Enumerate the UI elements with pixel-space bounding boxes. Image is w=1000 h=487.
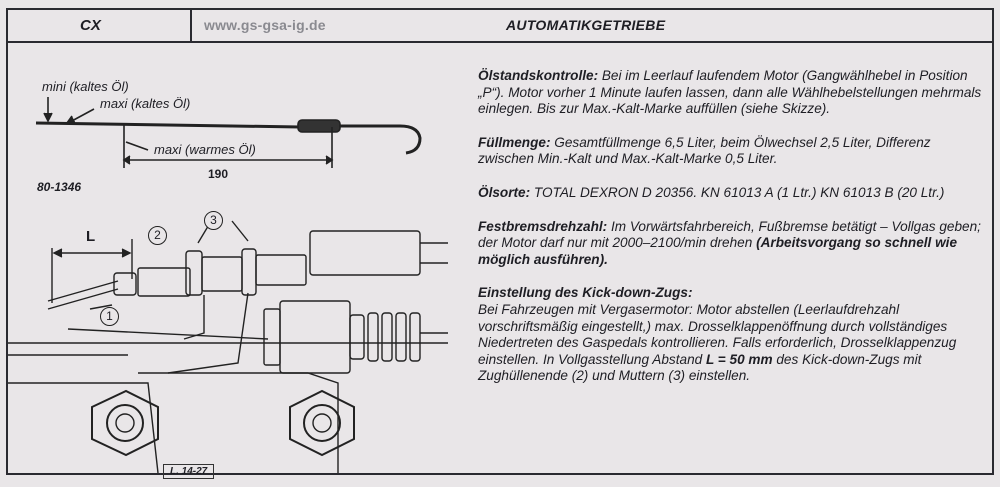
technical-diagram [8,43,448,475]
label-maxi-warm: maxi (warmes Öl) [154,142,256,157]
paragraph-kickdown [478,285,984,385]
body-stall-speed: Im Vorwärtsfahrbereich, Fußbremse betätigt – Vollgas geben; der Motor darf nur mit 2000–2100/min drehen [478,218,981,251]
paragraph-stall-speed [478,219,984,269]
body-kickdown-b: des Kick-down-Zugs mit Zughüllenende (2) und Muttern (3) einstellen. [478,351,922,384]
callout-1: 1 [100,307,119,326]
heading-oil-level: Ölstandskontrolle: [478,68,599,83]
website-url[interactable]: www.gs-gsa-ig.de [204,17,326,33]
kickdown-assembly-drawing [8,221,448,473]
paragraph-oil-level [478,68,984,118]
section-title: AUTOMATIKGETRIEBE [506,17,666,33]
figure-ref-top: 80-1346 [37,180,82,194]
page-header [8,10,992,43]
emphasis-stall-speed: (Arbeitsvorgang so schnell wie möglich ausführen). [478,235,958,267]
emphasis-kickdown-distance: L = 50 mm [705,351,773,367]
paragraph-fill-quantity [478,135,984,168]
paragraph-oil-type [478,185,984,202]
label-maxi-cold: maxi (kaltes Öl) [100,96,191,111]
body-oil-type: TOTAL DEXRON D 20356. KN 61013 A (1 Ltr.) KN 61013 B (20 Ltr.) [530,184,945,200]
model-label: CX [8,10,192,41]
callout-2: 2 [148,226,167,245]
instructions-text [478,68,984,402]
body-oil-level: Bei im Leerlauf laufendem Motor (Gangwählhebel in Position „P“). Motor vorher 1 Minute laufen lassen, dann alle Wählhebelstellungen mehrmals einlegen. Bis zur Max.-Kalt-Marke auffüllen (siehe Skizze). [478,68,982,117]
label-distance-L: L [86,228,96,245]
body-kickdown-a: Bei Fahrzeugen mit Vergasermotor: Motor abstellen (Leerlaufdrehzahl vorschriftsmäßig eingestellt,) max. Drosselklappenöffnung durch vollständiges Niedertreten des Gaspedals kontrollieren. Falls erforderlich, Drosselklappenzug einstellen. In Vollgasstellung Abstand [478,301,957,367]
heading-stall-speed: Festbremsdrehzahl: [478,218,608,234]
label-mini-cold: mini (kaltes Öl) [42,79,129,94]
heading-oil-type: Ölsorte: [478,184,531,200]
diagram-drawing [8,43,448,475]
dimension-label: 190 [208,167,229,181]
callout-3: 3 [204,211,223,230]
heading-kickdown: Einstellung des Kick-down-Zugs: [478,285,693,301]
heading-fill-quantity: Füllmenge: [478,134,551,150]
body-fill-quantity: Gesamtfüllmenge 6,5 Liter, beim Ölwechsel 2,5 Liter, Differenz zwischen Min.-Kalt und Max.-Kalt-Marke 0,5 Liter. [478,134,931,167]
dipstick-drawing [36,97,420,168]
figure-ref-bottom: L. 14-27 [163,464,214,479]
